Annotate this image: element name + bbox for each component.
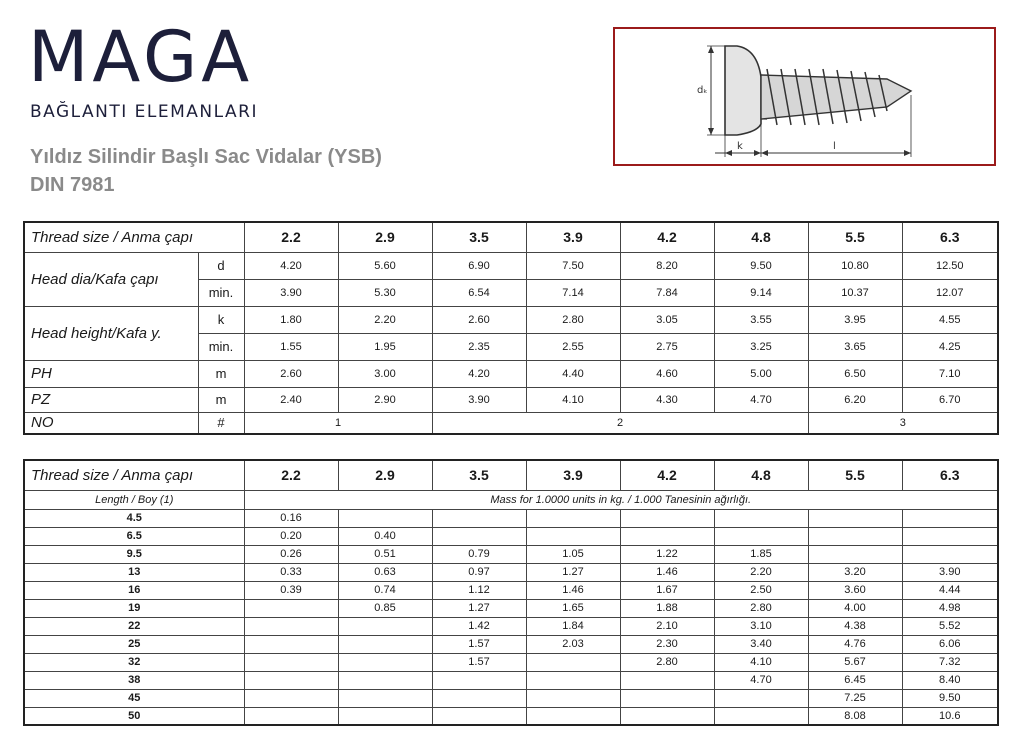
product-standard: DIN 7981 [30,174,115,196]
dims-header-row [24,222,998,252]
mass-cell: 2.80 [714,599,808,617]
mass-cell: 0.40 [338,527,432,545]
mass-cell: 0.26 [244,545,338,563]
mass-cell: 1.27 [526,563,620,581]
size-header: 2.9 [338,222,432,252]
mass-cell [808,545,902,563]
mass-cell [432,527,526,545]
mass-cell: 5.52 [902,617,998,635]
mass-cell: 1.57 [432,635,526,653]
table-cell: 3 [808,412,998,434]
mass-cell: 5.67 [808,653,902,671]
table-row [24,689,998,707]
table-cell: 2.80 [526,306,620,333]
mass-cell: 2.50 [714,581,808,599]
mass-cell: 2.80 [620,653,714,671]
mass-cell [338,509,432,527]
mass-cell: 0.16 [244,509,338,527]
mass-cell: 1.85 [714,545,808,563]
mass-cell [432,707,526,725]
table-cell: 9.14 [714,279,808,306]
table-cell: 6.90 [432,252,526,279]
table-cell: 3.95 [808,306,902,333]
mass-cell: 7.25 [808,689,902,707]
mass-cell: 0.63 [338,563,432,581]
table-cell: 5.30 [338,279,432,306]
screw-diagram [613,27,996,166]
table-cell: 4.20 [432,360,526,387]
table-row [24,509,998,527]
mass-cell [620,509,714,527]
table-cell: 10.80 [808,252,902,279]
length-cell: 32 [24,653,244,671]
size-header: 5.5 [808,460,902,490]
mass-cell: 1.84 [526,617,620,635]
symbol-min: min. [198,279,244,306]
mass-cell: 0.20 [244,527,338,545]
brand-logo: MAGA [28,16,254,98]
length-cell: 16 [24,581,244,599]
table-cell: 6.70 [902,387,998,412]
mass-cell [714,527,808,545]
table-cell: 3.90 [244,279,338,306]
mass-cell [432,509,526,527]
mass-cell: 3.20 [808,563,902,581]
mass-cell [526,509,620,527]
table-cell: 4.60 [620,360,714,387]
mass-cell: 1.05 [526,545,620,563]
mass-cell [902,545,998,563]
mass-cell [620,707,714,725]
table-cell: 1 [244,412,432,434]
dimensions-table [23,221,999,435]
length-cell: 22 [24,617,244,635]
l-label: l [833,141,836,152]
size-header: 3.9 [526,222,620,252]
mass-cell [244,689,338,707]
mass-table [23,459,999,726]
mass-cell: 0.79 [432,545,526,563]
symbol-hash: # [198,412,244,434]
table-cell: 12.07 [902,279,998,306]
length-cell: 25 [24,635,244,653]
table-row [24,599,998,617]
length-cell: 13 [24,563,244,581]
mass-cell [620,671,714,689]
mass-cell [338,635,432,653]
product-title: Yıldız Silindir Başlı Sac Vidalar (YSB) [30,146,382,168]
size-header: 6.3 [902,222,998,252]
symbol-d: d [198,252,244,279]
symbol-m: m [198,360,244,387]
mass-cell: 4.76 [808,635,902,653]
length-cell: 9.5 [24,545,244,563]
thread-size-label: Thread size / Anma çapı [24,460,244,490]
mass-cell: 8.08 [808,707,902,725]
mass-cell [902,527,998,545]
table-cell: 4.40 [526,360,620,387]
k-label: k [737,141,743,152]
mass-cell: 4.38 [808,617,902,635]
mass-cell: 1.22 [620,545,714,563]
mass-cell [526,653,620,671]
mass-cell [808,527,902,545]
table-row [24,527,998,545]
mass-cell [714,707,808,725]
mass-cell [714,509,808,527]
mass-header-row [24,460,998,490]
mass-cell [526,689,620,707]
mass-cell: 3.90 [902,563,998,581]
mass-cell: 4.00 [808,599,902,617]
mass-cell [902,509,998,527]
mass-cell: 1.88 [620,599,714,617]
mass-cell [338,617,432,635]
mass-cell [244,599,338,617]
table-cell: 2 [432,412,808,434]
table-cell: 5.60 [338,252,432,279]
mass-cell: 2.30 [620,635,714,653]
mass-cell: 4.44 [902,581,998,599]
mass-cell [244,671,338,689]
table-cell: 8.20 [620,252,714,279]
size-header: 4.2 [620,222,714,252]
table-cell: 1.95 [338,333,432,360]
table-cell: 3.25 [714,333,808,360]
mass-cell: 8.40 [902,671,998,689]
mass-cell: 1.46 [620,563,714,581]
table-cell: 7.14 [526,279,620,306]
mass-cell: 6.45 [808,671,902,689]
table-row [24,653,998,671]
no-row [24,412,998,434]
table-row [24,707,998,725]
mass-rows [24,509,998,725]
length-cell: 45 [24,689,244,707]
mass-cell: 2.03 [526,635,620,653]
mass-cell [526,707,620,725]
table-cell: 7.10 [902,360,998,387]
mass-cell: 1.57 [432,653,526,671]
screw-drawing [615,29,994,164]
size-header: 4.8 [714,222,808,252]
mass-cell: 0.74 [338,581,432,599]
mass-cell [338,671,432,689]
mass-cell: 10.6 [902,707,998,725]
mass-cell: 3.10 [714,617,808,635]
no-label: NO [24,412,198,434]
table-cell: 2.35 [432,333,526,360]
table-cell: 5.00 [714,360,808,387]
symbol-m: m [198,387,244,412]
length-cell: 4.5 [24,509,244,527]
table-row [24,563,998,581]
mass-cell: 4.10 [714,653,808,671]
table-cell: 4.55 [902,306,998,333]
mass-cell [620,689,714,707]
pz-row [24,387,998,412]
mass-cell: 0.33 [244,563,338,581]
table-cell: 2.75 [620,333,714,360]
table-cell: 6.54 [432,279,526,306]
mass-cell [338,689,432,707]
table-cell: 9.50 [714,252,808,279]
table-cell: 7.50 [526,252,620,279]
mass-cell: 1.27 [432,599,526,617]
symbol-min: min. [198,333,244,360]
pz-label: PZ [24,387,198,412]
mass-cell: 2.10 [620,617,714,635]
mass-cell [714,689,808,707]
size-header: 2.9 [338,460,432,490]
size-header: 5.5 [808,222,902,252]
mass-cell: 1.42 [432,617,526,635]
table-row [24,635,998,653]
mass-cell: 3.40 [714,635,808,653]
table-cell: 10.37 [808,279,902,306]
mass-cell [244,653,338,671]
mass-cell: 1.12 [432,581,526,599]
table-cell: 3.05 [620,306,714,333]
mass-cell: 4.70 [714,671,808,689]
mass-cell: 1.46 [526,581,620,599]
mass-cell: 1.67 [620,581,714,599]
table-cell: 2.90 [338,387,432,412]
mass-cell: 4.98 [902,599,998,617]
mass-cell [338,653,432,671]
table-cell: 3.90 [432,387,526,412]
mass-cell [526,527,620,545]
table-row [24,617,998,635]
head-height-label: Head height/Kafa y. [24,306,198,360]
table-cell: 4.20 [244,252,338,279]
mass-cell [808,509,902,527]
dk-label: dₖ [697,85,708,96]
table-cell: 6.20 [808,387,902,412]
table-cell: 2.20 [338,306,432,333]
mass-cell: 7.32 [902,653,998,671]
size-header: 3.5 [432,460,526,490]
thread-size-label: Thread size / Anma çapı [24,222,244,252]
mass-cell: 0.51 [338,545,432,563]
length-cell: 50 [24,707,244,725]
table-cell: 2.60 [432,306,526,333]
size-header: 4.2 [620,460,714,490]
table-cell: 12.50 [902,252,998,279]
table-cell: 4.30 [620,387,714,412]
table-row [24,545,998,563]
table-cell: 6.50 [808,360,902,387]
head-dia-label: Head dia/Kafa çapı [24,252,198,306]
ph-label: PH [24,360,198,387]
mass-cell [432,671,526,689]
mass-cell: 2.20 [714,563,808,581]
mass-cell [244,707,338,725]
mass-cell [620,527,714,545]
table-cell: 2.55 [526,333,620,360]
mass-note: Mass for 1.0000 units in kg. / 1.000 Tanesinin ağırlığı. [244,490,998,509]
table-cell: 3.55 [714,306,808,333]
table-cell: 4.10 [526,387,620,412]
mass-cell: 1.65 [526,599,620,617]
table-cell: 4.70 [714,387,808,412]
table-cell: 3.65 [808,333,902,360]
mass-cell: 0.85 [338,599,432,617]
length-cell: 38 [24,671,244,689]
size-header: 3.5 [432,222,526,252]
table-cell: 2.60 [244,360,338,387]
mass-cell: 0.97 [432,563,526,581]
table-cell: 1.55 [244,333,338,360]
table-cell: 7.84 [620,279,714,306]
length-label: Length / Boy (1) [24,490,244,509]
table-cell: 1.80 [244,306,338,333]
symbol-k: k [198,306,244,333]
ph-row [24,360,998,387]
length-cell: 19 [24,599,244,617]
length-cell: 6.5 [24,527,244,545]
head-height-row [24,306,998,333]
table-cell: 4.25 [902,333,998,360]
table-row [24,581,998,599]
mass-subheader-row [24,490,998,509]
mass-cell [526,671,620,689]
size-header: 6.3 [902,460,998,490]
mass-cell: 9.50 [902,689,998,707]
table-cell: 2.40 [244,387,338,412]
table-cell: 3.00 [338,360,432,387]
head-dia-row [24,252,998,279]
mass-cell [244,617,338,635]
size-header: 2.2 [244,460,338,490]
size-header: 3.9 [526,460,620,490]
mass-cell: 0.39 [244,581,338,599]
size-header: 2.2 [244,222,338,252]
mass-cell [338,707,432,725]
size-header: 4.8 [714,460,808,490]
mass-cell: 3.60 [808,581,902,599]
mass-cell [432,689,526,707]
mass-cell [244,635,338,653]
table-row [24,671,998,689]
brand-tagline: BAĞLANTI ELEMANLARI [30,102,258,122]
mass-cell: 6.06 [902,635,998,653]
